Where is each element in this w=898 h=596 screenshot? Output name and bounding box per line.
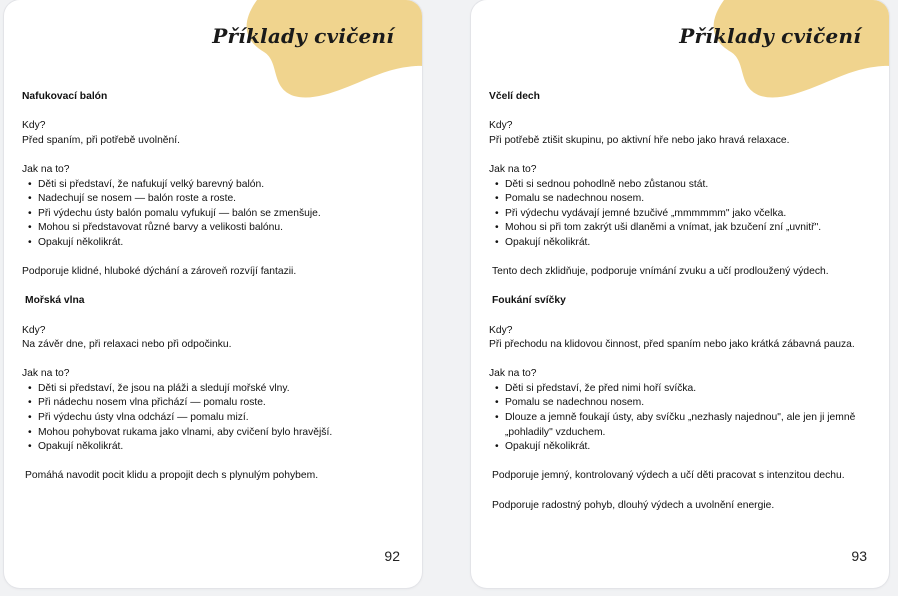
list-item: • Pomalu se nadechnou nosem. [505, 192, 875, 207]
list-item: • Při výdechu ústy vlna odchází — pomalu mizí. [38, 411, 408, 426]
list-item: • Při výdechu vydávají jemné bzučivé „mmmmmm" jako včelka. [505, 207, 875, 222]
decorative-blob [222, 0, 422, 100]
when-text: Před spaním, při potřebě uvolnění. [22, 134, 180, 146]
decorative-blob [689, 0, 889, 100]
list-item: • Mohou pohybovat rukama jako vlnami, aby cvičení bylo hravější. [38, 426, 408, 441]
section-title: Včelí dech [489, 91, 540, 102]
list-item: • Opakují několikrát. [38, 236, 408, 251]
page-header-title: Příklady cvičení [212, 24, 394, 48]
when-text: Při přechodu na klidovou činnost, před spaním nebo jako krátká zábavná pauza. [489, 339, 855, 351]
page-right [471, 0, 889, 588]
section-summary-extra: Podporuje radostný pohyb, dlouhý výdech a uvolnění energie. [492, 499, 775, 511]
list-item: • Opakují několikrát. [505, 440, 875, 455]
list-item: • Děti si představí, že jsou na pláži a sledují mořské vlny. [38, 382, 408, 397]
steps-list [489, 178, 875, 251]
section-summary: Pomáhá navodit pocit klidu a propojit dech s plynulým pohybem. [25, 470, 319, 482]
list-item: • Děti si představí, že nafukují velký barevný balón. [38, 178, 408, 193]
page-content [22, 90, 408, 484]
page-number: 92 [384, 548, 400, 564]
list-item: • Mohou si představovat různé barvy a velikosti balónu. [38, 221, 408, 236]
list-item: • Při výdechu ústy balón pomalu vyfukují — balón se zmenšuje. [38, 207, 408, 222]
steps-list [22, 382, 408, 455]
page-number: 93 [851, 548, 867, 564]
section-summary: Tento dech zklidňuje, podporuje vnímání zvuku a učí prodloužený výdech. [492, 266, 829, 278]
when-label: Kdy? [489, 120, 513, 132]
when-text: Při potřebě ztišit skupinu, po aktivní hře nebo jako hravá relaxace. [489, 134, 790, 146]
list-item: • Děti si představí, že před nimi hoří svíčka. [505, 382, 875, 397]
when-label: Kdy? [489, 324, 513, 336]
list-item: • Děti si sednou pohodlně nebo zůstanou stát. [505, 178, 875, 193]
steps-list [489, 382, 875, 455]
steps-list [22, 178, 408, 251]
page-content [489, 90, 875, 513]
when-label: Kdy? [22, 120, 46, 132]
section-title: Mořská vlna [25, 295, 85, 307]
how-label: Jak na to? [22, 163, 70, 175]
list-item: • Při nádechu nosem vlna přichází — pomalu roste. [38, 396, 408, 411]
list-item: • Dlouze a jemně foukají ústy, aby svíčku „nezhasly najednou", ale jen ji jemně „pohladily" vzduchem. [505, 411, 875, 440]
section-summary: Podporuje jemný, kontrolovaný výdech a učí děti pracovat s intenzitou dechu. [492, 470, 845, 482]
list-item: • Opakují několikrát. [505, 236, 875, 251]
how-label: Jak na to? [22, 368, 70, 380]
when-label: Kdy? [22, 324, 46, 336]
section-title: Nafukovací balón [22, 91, 108, 102]
how-label: Jak na to? [489, 368, 537, 380]
page-left [4, 0, 422, 588]
list-item: • Nadechují se nosem — balón roste a roste. [38, 192, 408, 207]
when-text: Na závěr dne, při relaxaci nebo při odpočinku. [22, 339, 232, 351]
list-item: • Pomalu se nadechnou nosem. [505, 396, 875, 411]
how-label: Jak na to? [489, 163, 537, 175]
page-header-title: Příklady cvičení [679, 24, 861, 48]
section-summary: Podporuje klidné, hluboké dýchání a zároveň rozvíjí fantazii. [22, 266, 297, 278]
list-item: • Opakují několikrát. [38, 440, 408, 455]
section-title: Foukání svíčky [492, 295, 566, 307]
list-item: • Mohou si při tom zakrýt uši dlaněmi a vnímat, jak bzučení zní „uvnitř". [505, 221, 875, 236]
